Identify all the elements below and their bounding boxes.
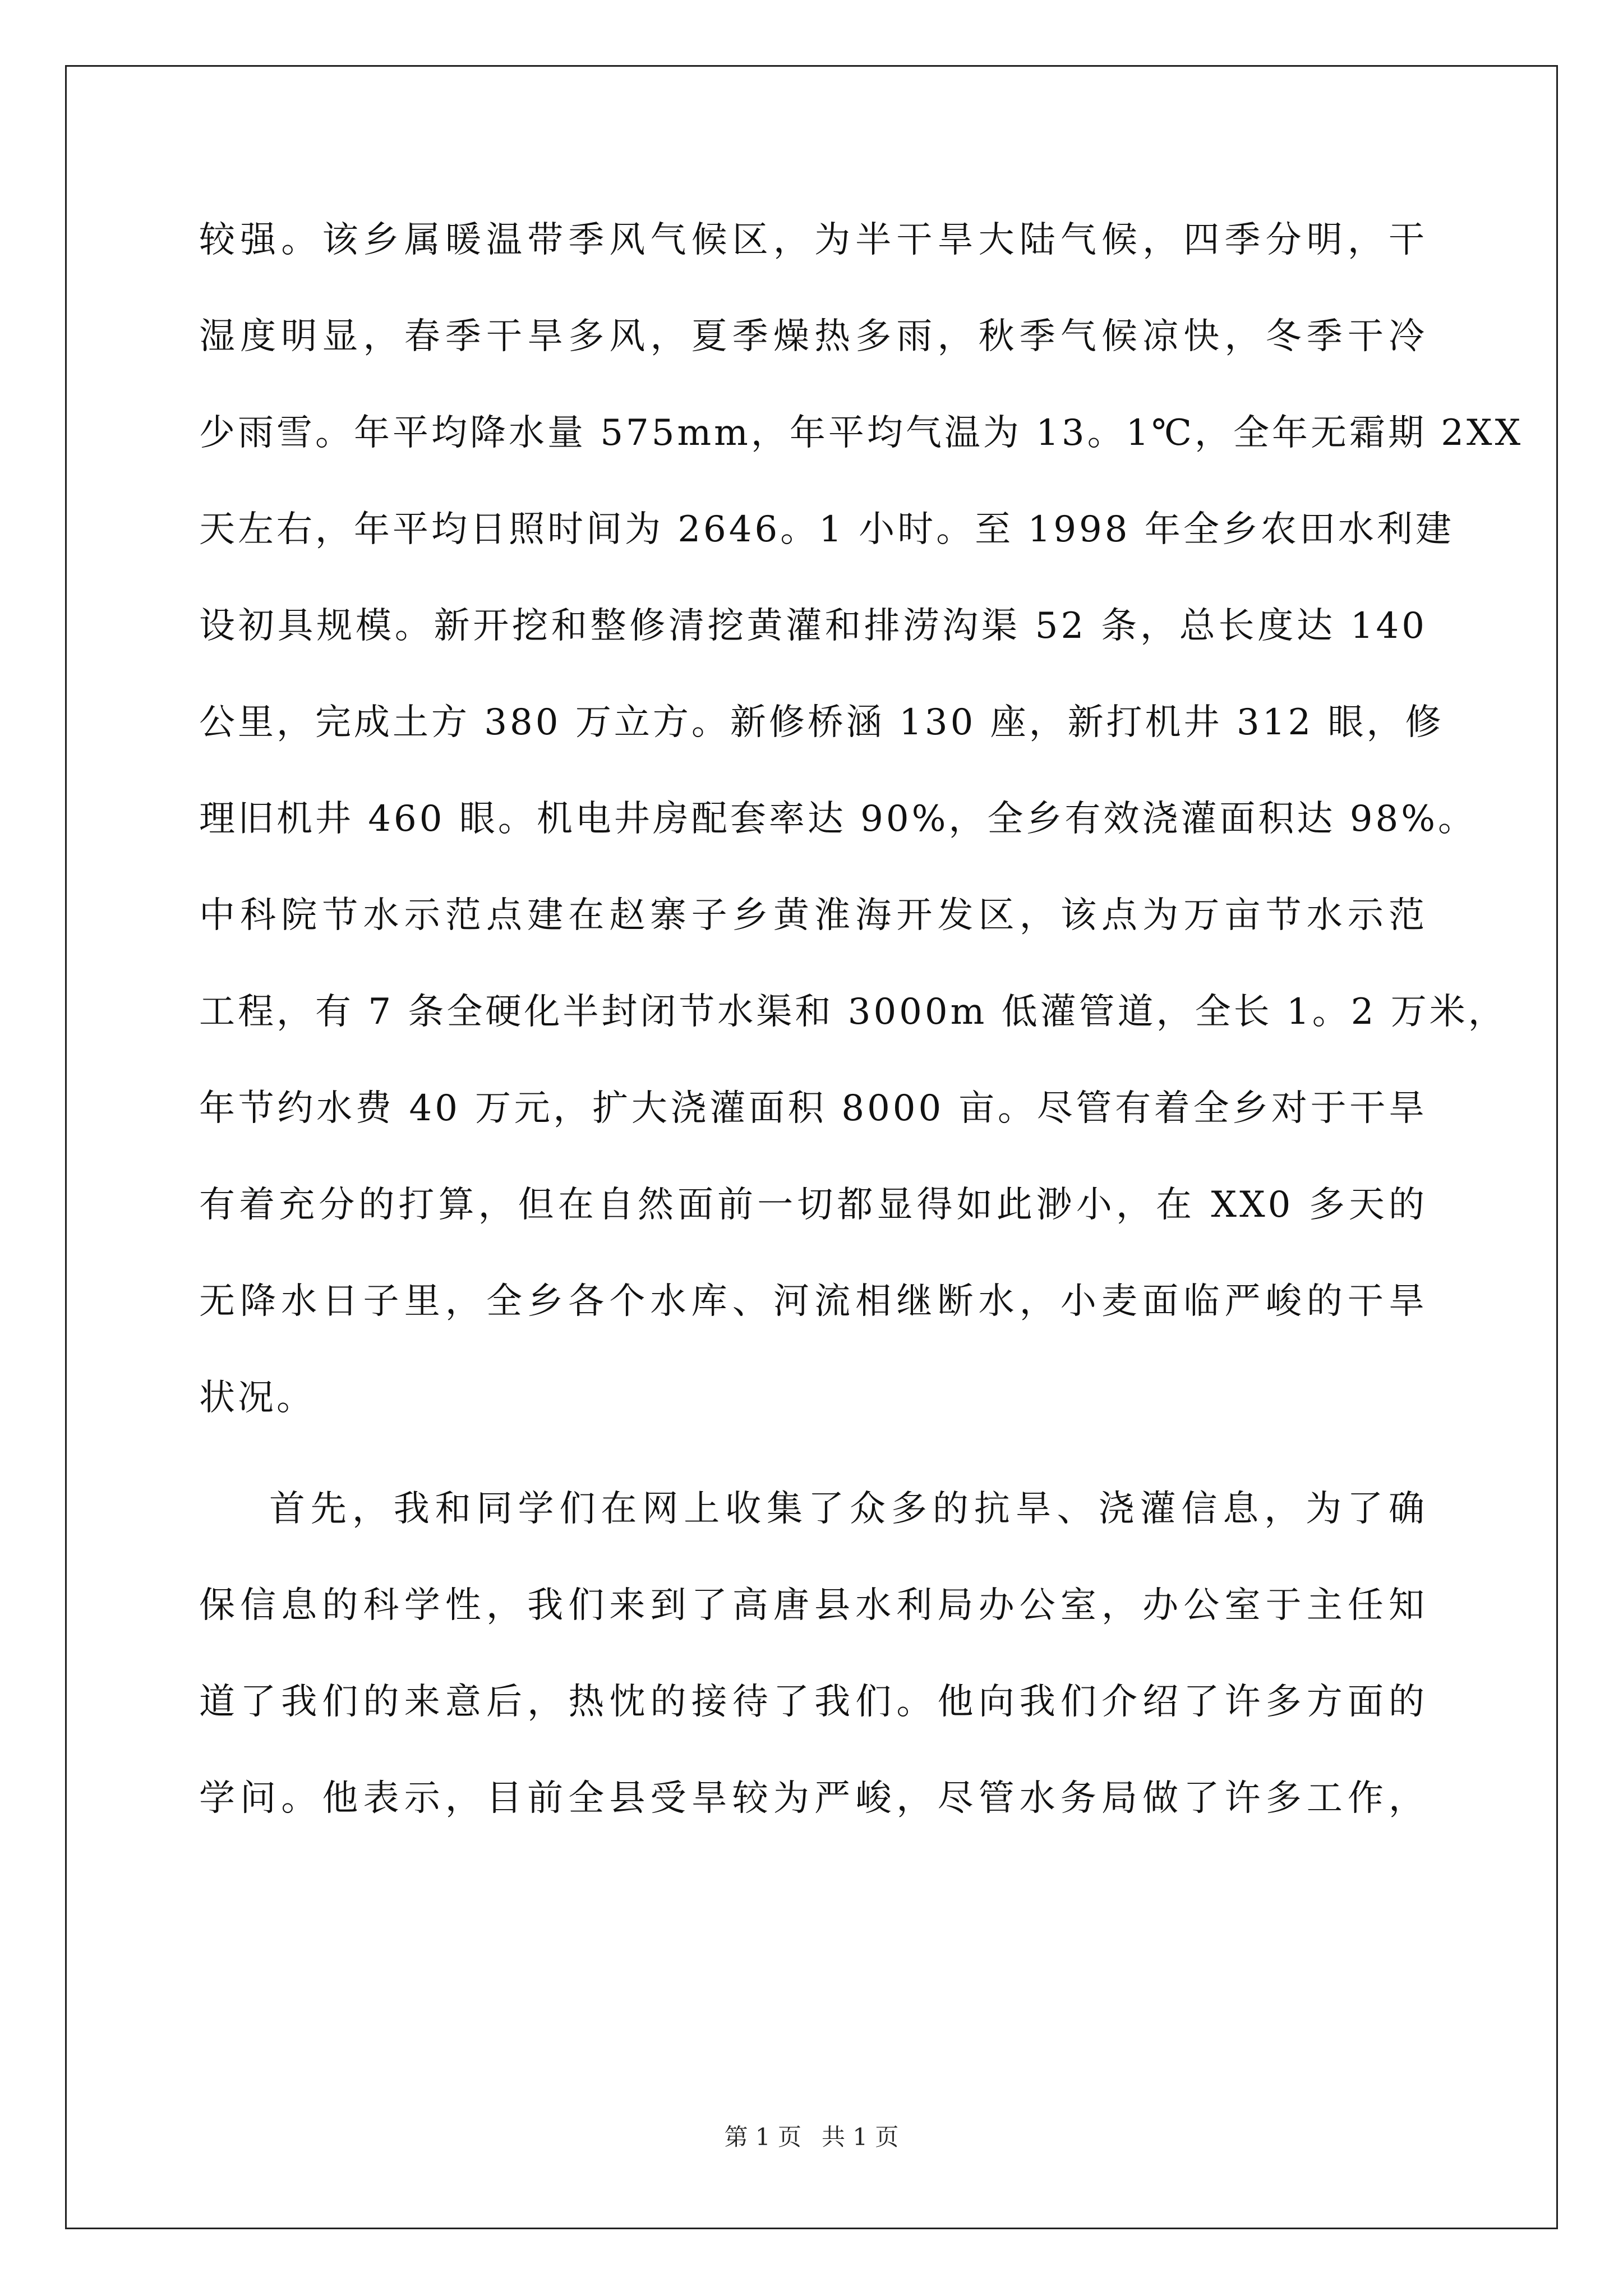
text-line: 较强。该乡属暖温带季风气候区，为半干旱大陆气候，四季分明，干 [199,219,1427,261]
text-line: 少雨雪。年平均降水量 575mm，年平均气温为 13。1℃，全年无霜期 2XX [199,412,1524,454]
text-line: 学问。他表示，目前全县受旱较为严峻，尽管水务局做了许多工作， [199,1778,1427,1819]
text-line: 理旧机井 460 眼。机电井房配套率达 90%，全乡有效浇灌面积达 98%。 [199,798,1477,840]
text-line: 状况。 [199,1377,315,1419]
text-line: 天左右，年平均日照时间为 2646。1 小时。至 1998 年全乡农田水利建 [199,509,1454,550]
paragraph-2 [199,1479,1427,1865]
text-line: 年节约水费 40 万元，扩大浇灌面积 8000 亩。尽管有着全乡对于干旱 [199,1088,1427,1129]
paragraph-1 [199,210,1524,1465]
text-line: 工程，有 7 条全硬化半封闭节水渠和 3000m 低灌管道，全长 1。2 万米， [199,991,1507,1033]
text-line: 无降水日子里，全乡各个水库、河流相继断水，小麦面临严峻的干旱 [199,1281,1427,1322]
page-number: 第 1 页 [724,2123,801,2151]
page-total: 共 1 页 [822,2123,899,2151]
text-line: 道了我们的来意后，热忱的接待了我们。他向我们介绍了许多方面的 [199,1681,1427,1723]
document-body [199,210,1524,1865]
text-line: 公里，完成土方 380 万立方。新修桥涵 130 座，新打机井 312 眼，修 [199,702,1444,743]
text-line: 首先，我和同学们在网上收集了众多的抗旱、浇灌信息，为了确 [269,1488,1427,1530]
text-line: 设初具规模。新开挖和整修清挖黄灌和排涝沟渠 52 条，总长度达 140 [199,605,1427,647]
text-line: 有着充分的打算，但在自然面前一切都显得如此渺小，在 XX0 多天的 [199,1184,1427,1226]
text-line: 湿度明显，春季干旱多风，夏季燥热多雨，秋季气候凉快，冬季干冷 [199,316,1427,357]
text-line: 保信息的科学性，我们来到了高唐县水利局办公室，办公室于主任知 [199,1585,1427,1626]
page-footer [0,2120,1623,2154]
text-line: 中科院节水示范点建在赵寨子乡黄淮海开发区，该点为万亩节水示范 [199,895,1427,936]
